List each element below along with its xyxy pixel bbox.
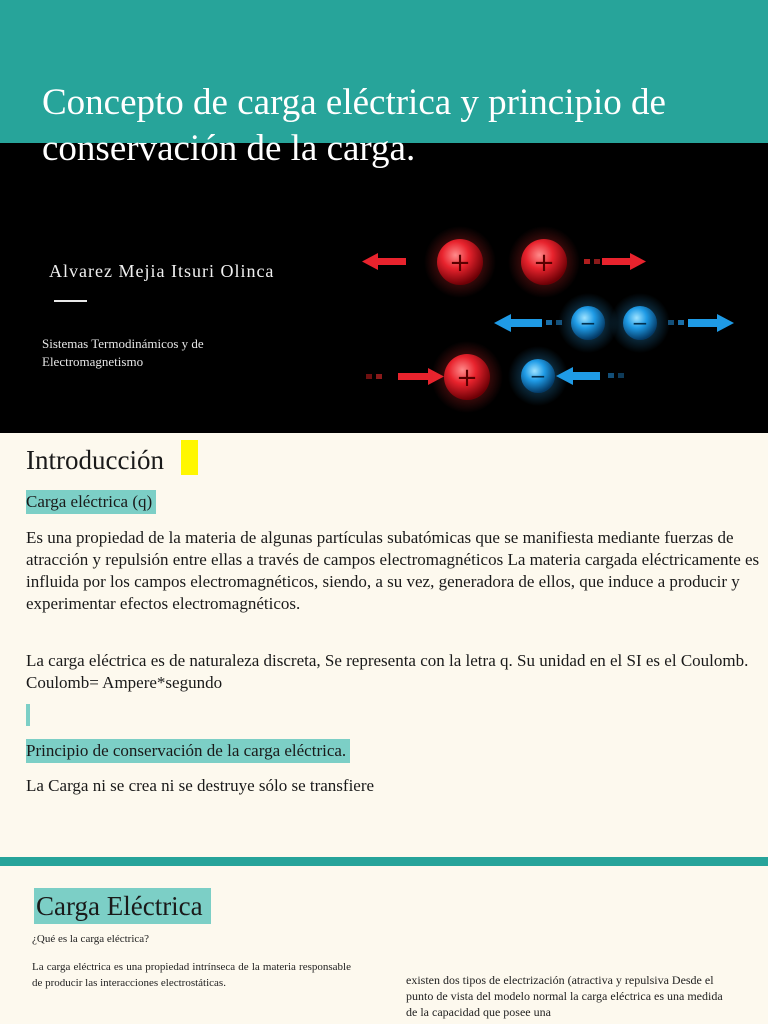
dash-mark — [546, 320, 552, 325]
author-divider — [54, 300, 87, 302]
arrow-right-icon — [602, 253, 646, 270]
electric-charge-slide — [0, 866, 768, 1024]
dash-mark — [366, 374, 372, 379]
conservation-paragraph: La Carga ni se crea ni se destruye sólo se transfiere — [26, 776, 375, 795]
dash-mark — [678, 320, 684, 325]
dash-mark — [584, 259, 590, 264]
dash-mark — [608, 373, 614, 378]
title-slide — [0, 0, 768, 433]
intro-heading: Introducción — [26, 445, 164, 475]
slide3-heading: Carga Eléctrica — [34, 888, 211, 924]
slide3-right-paragraph: existen dos tipos de electrización (atractiva y repulsiva Desde el punto de vista del modelo normal la carga eléctrica es una medida de la capacidad que posee una — [406, 973, 723, 1019]
negative-repulsion-row — [494, 293, 734, 353]
author-name: Alvarez Mejia Itsuri Olinca — [49, 261, 275, 281]
charge-label: Carga eléctrica (q) — [26, 490, 156, 514]
svg-text:+: + — [533, 248, 555, 278]
empty-highlight-mark — [26, 704, 30, 726]
conservation-label: Principio de conservación de la carga eléctrica. — [26, 739, 350, 763]
charge-interaction-illustration — [330, 215, 768, 430]
dash-mark — [668, 320, 674, 325]
svg-text:−: − — [579, 311, 597, 335]
dash-mark — [376, 374, 382, 379]
slide3-question: ¿Qué es la carga eléctrica? — [32, 933, 150, 945]
course-name: Sistemas Termodinámicos y de Electromagnetismo — [42, 336, 204, 369]
positive-repulsion-row — [362, 226, 646, 298]
charge-definition-paragraph: Es una propiedad de la materia de algunas partículas subatómicas que se manifiesta mediante fuerzas de atracción y repulsión entre ellas a través de campos electromagnéticos La materia cargada eléctricamente es influida por los campos electromagnéticos, siendo, a su vez, generadora de ellos, que induce a producir y experimentar efectos electromagnéticos. — [26, 528, 760, 613]
dash-mark — [594, 259, 600, 264]
arrow-right-icon — [688, 314, 734, 332]
svg-text:−: − — [631, 311, 649, 335]
svg-text:+: + — [456, 363, 478, 393]
text-cursor-highlight — [181, 440, 198, 475]
slide-title: Concepto de carga eléctrica y principio de conservación de la carga. — [42, 82, 666, 169]
arrow-left-icon — [494, 314, 542, 332]
arrow-left-icon — [362, 253, 406, 270]
introduction-slide — [0, 433, 768, 857]
svg-text:+: + — [449, 248, 471, 278]
slide3-left-paragraph: La carga eléctrica es una propiedad intrínseca de la materia responsable de producir las interacciones electrostáticas. — [32, 961, 351, 989]
dash-mark — [618, 373, 624, 378]
charge-unit-paragraph: La carga eléctrica es de naturaleza discreta, Se representa con la letra q. Su unidad en el SI es el Coulomb. Coulomb= Ampere*segundo — [26, 651, 749, 692]
svg-text:−: − — [529, 364, 547, 388]
slide-divider — [0, 857, 768, 866]
